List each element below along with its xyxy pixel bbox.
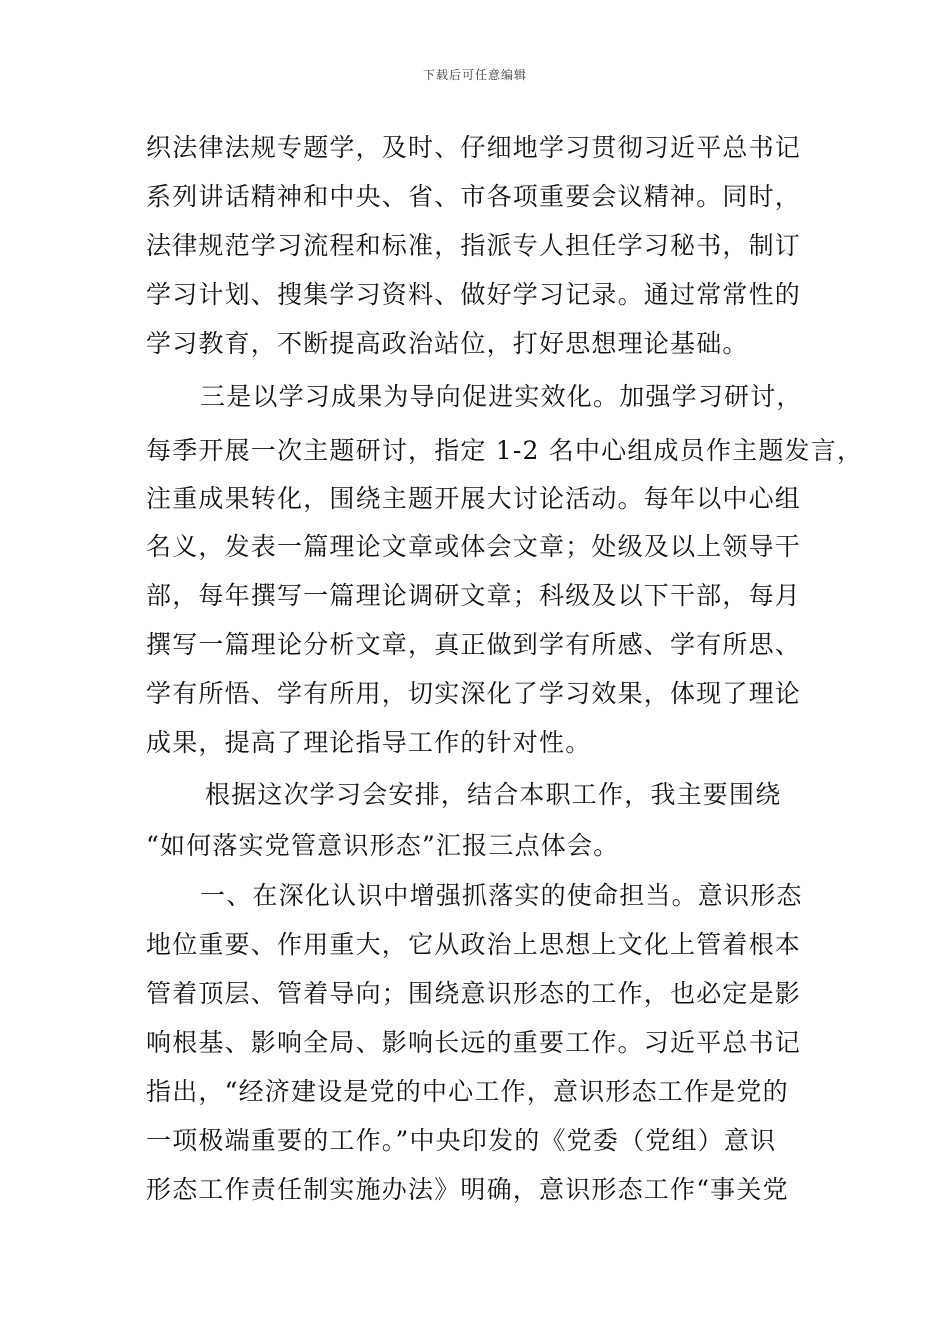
text-line: 每季开展一次主题研讨，指定 1-2 名中心组成员作主题发言，: [146, 436, 864, 465]
text-line: 学习教育，不断提高政治站位，打好思想理论基础。: [146, 329, 749, 358]
text-line: 系列讲话精神和中央、省、市各项重要会议精神。同时，: [146, 182, 802, 211]
paragraph-start-line: 根据这次学习会安排，结合本职工作，我主要围绕: [205, 780, 782, 809]
text-line: 形态工作责任制实施办法》明确，意识形态工作“事关党: [146, 1175, 789, 1204]
text-line: 织法律法规专题学，及时、仔细地学习贯彻习近平总书记: [146, 133, 802, 162]
text-line: 学习计划、搜集学习资料、做好学习记录。通过常常性的: [146, 280, 802, 309]
paragraph-start-line: 三是以学习成果为导向促进实效化。加强学习研讨，: [200, 382, 803, 411]
text-line: 法律规范学习流程和标准，指派专人担任学习秘书，制订: [146, 231, 802, 260]
text-line: 部，每年撰写一篇理论调研文章；科级及以下干部，每月: [146, 581, 802, 610]
text-line: “如何落实党管意识形态”汇报三点体会。: [146, 831, 620, 860]
page-header: 下载后可任意编辑: [422, 68, 527, 82]
text-line: 指出，“经济建设是党的中心工作，意识形态工作是党的: [146, 1077, 789, 1106]
text-line: 注重成果转化，围绕主题开展大讨论活动。每年以中心组: [146, 484, 802, 513]
text-line: 成果，提高了理论指导工作的针对性。: [146, 728, 592, 757]
text-line: 撰写一篇理论分析文章，真正做到学有所感、学有所思、: [146, 630, 802, 659]
text-line: 管着顶层、管着导向；围绕意识形态的工作，也必定是影: [146, 979, 802, 1008]
text-line: 地位重要、作用重大，它从政治上思想上文化上管着根本: [146, 930, 802, 959]
text-line: 名义，发表一篇理论文章或体会文章；处级及以上领导干: [146, 532, 802, 561]
text-line: 响根基、影响全局、影响长远的重要工作。习近平总书记: [146, 1028, 802, 1057]
text-line: 学有所悟、学有所用，切实深化了学习效果，体现了理论: [146, 679, 802, 708]
paragraph-start-line: 一、在深化认识中增强抓落实的使命担当。意识形态: [200, 881, 803, 910]
text-line: 一项极端重要的工作。”中央印发的《党委（党组）意识: [146, 1126, 777, 1155]
